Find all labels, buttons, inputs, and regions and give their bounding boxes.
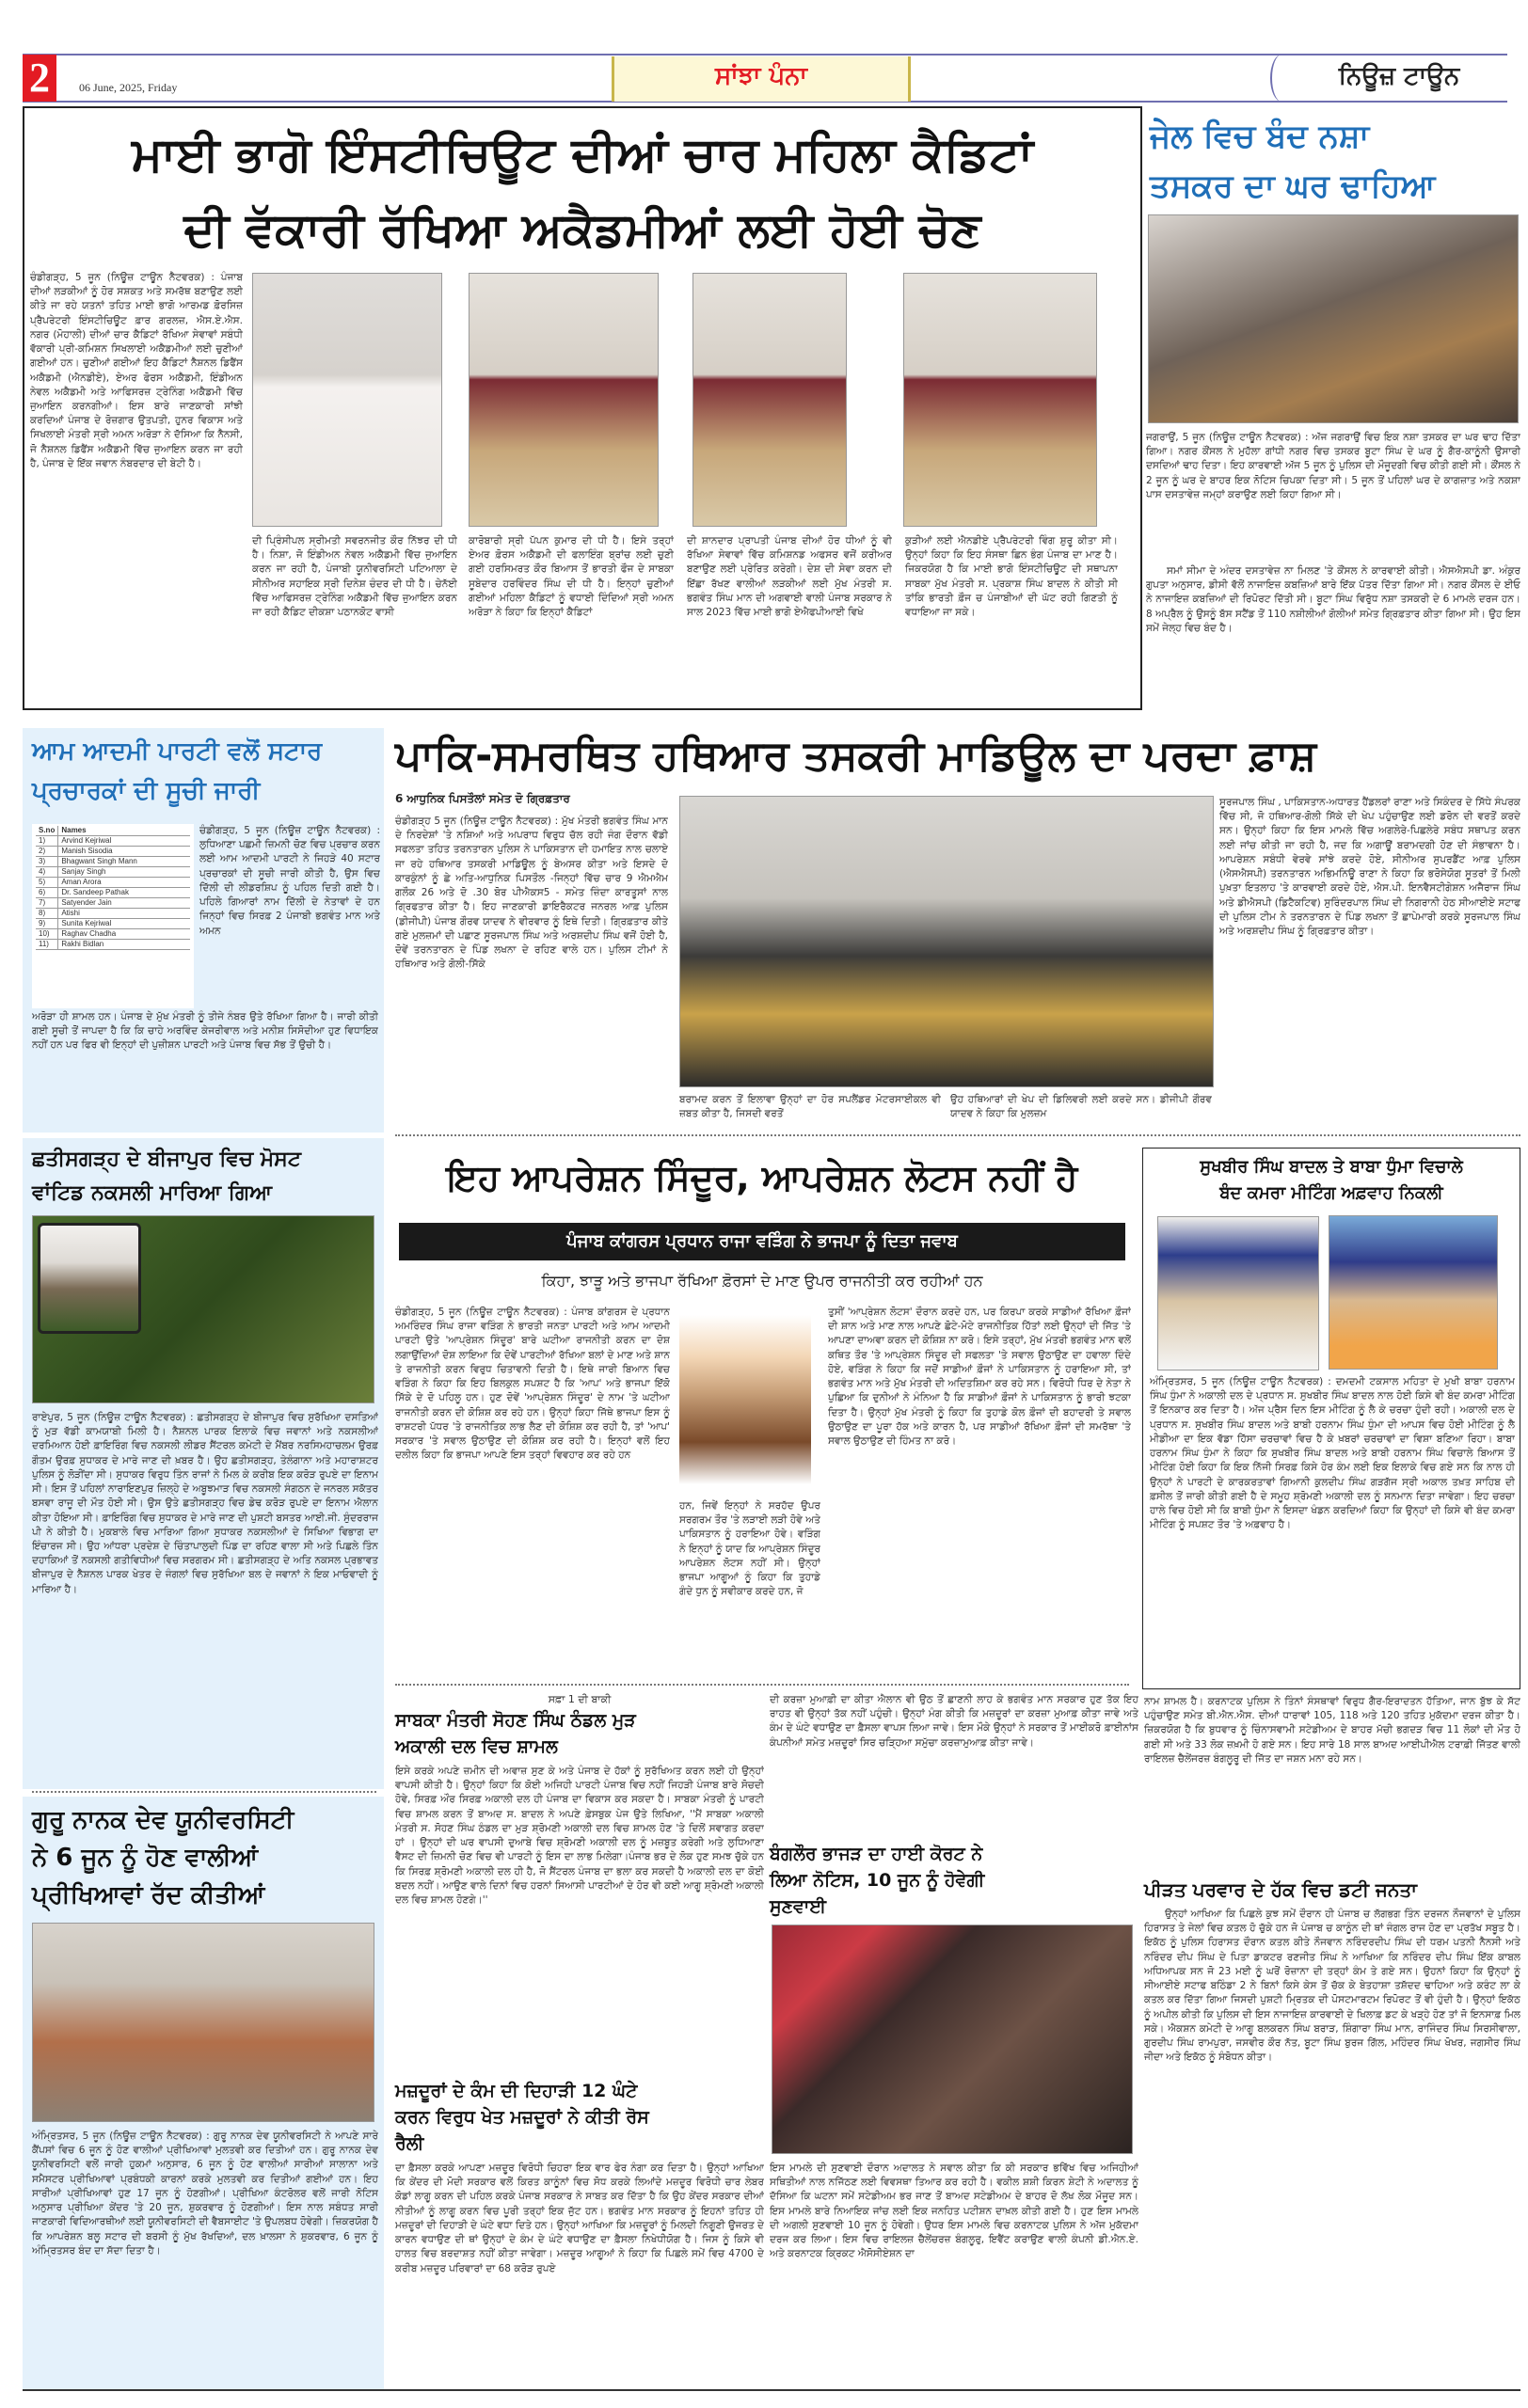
name-cell: Sunita Kejriwal xyxy=(58,919,190,929)
lead-col5: ਕੁੜੀਆਂ ਲਈ ਐਨਡੀਏ ਪ੍ਰੈਪਰੇਟਰੀ ਵਿੰਗ ਸ਼ੁਰੂ ਕੀਤਾ ਸੀ। ਉਨ੍ਹਾਂ ਕਿਹਾ ਕਿ ਇਹ ਸੰਸਥਾ ਛਿਨ ਭੰਗ ਪੰਜਾਬ ਦਾ ਮਾਣ ਹੈ। ਜਿਕਰਯੋਗ ਹੈ ਕਿ ਮਾਈ ਭਾਗੋ ਇੰਸਟੀਚਿਊਟ ਦੀ ਸਥਾਪਨਾ ਸਾਬਕਾ ਮੁੱਖ ਮੰਤਰੀ ਸ. ਪ੍ਰਕਾਸ਼ ਸਿੰਘ ਬਾਦਲ ਨੇ ਕੀਤੀ ਸੀ ਤਾਂਕਿ ਭਾਰਤੀ ਫ਼ੌਜ ਚ ਪੰਜਾਬੀਆਂ ਦੀ ਘੱਟ ਰਹੀ ਗਿਣਤੀ ਨੂੰ ਵਧਾਇਆ ਜਾ ਸਕੇ। xyxy=(905,535,1118,619)
stampede-crowd-photo xyxy=(772,1925,1133,2154)
naxal-inset-photo xyxy=(38,1223,141,1334)
sindoor-body-mid: ਹਨ, ਜਿਵੇਂ ਇਨ੍ਹਾਂ ਨੇ ਸਰਹੱਦ ਉਪਰ ਸਰਗਰਮ ਤੌਰ 'ਤੇ ਲੜਾਈ ਲੜੀ ਹੋਵੇ ਅਤੇ ਪਾਕਿਸਤਾਨ ਨੂੰ ਹਰਾਇਆ ਹੋਵੇ। ਵੜਿੰਗ ਨੇ ਇਨ੍ਹਾਂ ਨੂੰ ਯਾਦ ਕਿ ਆਪ੍ਰੇਸ਼ਨ ਸਿੰਦੂਰ ਆਪਰੇਸ਼ਨ ਲੋਟਸ ਨਹੀਂ ਸੀ। ਉਨ੍ਹਾਂ ਭਾਜਪਾ ਆਗੂਆਂ ਨੂੰ ਕਿਹਾ ਕਿ ਤੁਹਾਡੇ ਗੰਦੇ ਧੁਨ ਨੂੰ ਸਵੀਕਾਰ ਕਰਦੇ ਹਨ, ਜੋ xyxy=(679,1500,820,1598)
lead-headline-line1: ਮਾਈ ਭਾਗੋ ਇੰਸਟੀਚਿਊਟ ਦੀਆਂ ਚਾਰ ਮਹਿਲਾ ਕੈਡਿਟਾਂ xyxy=(131,127,1034,182)
name-cell: Manish Sisodia xyxy=(58,847,190,857)
continued-from-page-1: ਸਫ਼ਾ 1 ਦੀ ਬਾਕੀ xyxy=(548,1693,612,1705)
labour-body: ਦਾ ਫ਼ੈਸਲਾ ਕਰਕੇ ਆਪਣਾ ਮਜ਼ਦੂਰ ਵਿਰੋਧੀ ਚਿਹਰਾ ਇਕ ਵਾਰ ਫੇਰ ਨੰਗਾ ਕਰ ਦਿਤਾ ਹੈ। ਉਨ੍ਹਾਂ ਆਖਿਆ ਕਿ ਕੇਂਦਰ ਦੀ ਮੋਦੀ ਸਰਕਾਰ ਵਲੋਂ ਕਿਰਤ ਕਾਨੂੰਨਾਂ ਵਿਚ ਸੋਧ ਕਰਕੇ ਲਿਆਂਦੇ ਮਜ਼ਦੂਰ ਵਿਰੋਧੀ ਚਾਰ ਲੇਬਰ ਕੋਡਾਂ ਲਾਗੂ ਕਰਨ ਦੀ ਪਹਿਲ ਕਰਕੇ ਪੰਜਾਬ ਸਰਕਾਰ ਨੇ ਸਾਬਤ ਕਰ ਦਿੱਤਾ ਹੈ ਕਿ ਉਹ ਕੇਂਦਰ ਸਰਕਾਰ ਦੀਆਂ ਨੀਤੀਆਂ ਨੂੰ ਲਾਗੂ ਕਰਨ ਵਿਚ ਪੂਰੀ ਤਰ੍ਹਾਂ ਇਕ ਜੁੱਟ ਹਨ। ਭਗਵੰਤ ਮਾਨ ਸਰਕਾਰ ਨੂੰ ਇਹਨਾਂ ਤਹਿਤ ਹੀ ਮਜ਼ਦੂਰਾਂ ਦੀ ਦਿਹਾੜੀ ਦੇ ਘੰਟੇ ਵਧਾ ਦਿਤੇ ਹਨ। ਉਨ੍ਹਾਂ ਆਖਿਆ ਕਿ ਮਜ਼ਦੂਰਾਂ ਨੂੰ ਮਿਲਦੀ ਨਿਗੂਣੀ ਉਜਰਤ ਦੇ ਕਾਰਨ ਵਧਾਉਣ ਦੀ ਥਾਂ ਉਨ੍ਹਾਂ ਦੇ ਕੰਮ ਦੇ ਘੰਟੇ ਵਧਾਉਣ ਦਾ ਫ਼ੈਸਲਾ ਨਿਖੇਧੀਯੋਗ ਹੈ। ਜਿਸ ਨੂੰ ਕਿਸੇ ਵੀ ਹਾਲਤ ਵਿਚ ਬਰਦਾਸ਼ਤ ਨਹੀਂ ਕੀਤਾ ਜਾਵੇਗਾ। ਮਜ਼ਦੂਰ ਆਗੂਆਂ ਨੇ ਕਿਹਾ ਕਿ ਪਿਛਲੇ ਸਮੇਂ ਵਿਚ 4700 ਦੇ ਕਰੀਬ ਮਜ਼ਦੂਰ ਪਰਿਵਾਰਾਂ ਦਾ 68 ਕਰੋੜ ਰੁਪਏ xyxy=(395,2162,764,2274)
thandal-headline-line2: ਅਕਾਲੀ ਦਲ ਵਿਚ ਸ਼ਾਮਲ xyxy=(395,1736,558,1757)
cadet-photo-3 xyxy=(692,273,847,527)
cadet-photo-4 xyxy=(903,273,1097,527)
gndu-body: ਅੰਮ੍ਰਿਤਸਰ, 5 ਜੂਨ (ਨਿਊਜ਼ ਟਾਊਨ ਨੈਟਵਰਕ) : ਗੁਰੂ ਨਾਨਕ ਦੇਵ ਯੂਨੀਵਰਸਿਟੀ ਨੇ ਆਪਣੇ ਸਾਰੇ ਕੈਂਪਸਾਂ ਵਿਚ 6 ਜੂਨ ਨੂੰ ਹੋਣ ਵਾਲੀਆਂ ਪ੍ਰੀਖਿਆਵਾਂ ਮੁਲਤਵੀ ਕਰ ਦਿਤੀਆਂ ਹਨ। ਗੁਰੂ ਨਾਨਕ ਦੇਵ ਯੂਨੀਵਰਸਿਟੀ ਵਲੋਂ ਜਾਰੀ ਹੁਕਮਾਂ ਅਨੁਸਾਰ, 6 ਜੂਨ ਨੂੰ ਹੋਣ ਵਾਲੀਆਂ ਸਾਰੀਆਂ ਸਾਲਾਨਾ ਅਤੇ ਸਮੈਸਟਰ ਪ੍ਰੀਖਿਆਵਾਂ ਪ੍ਰਬੰਧਕੀ ਕਾਰਨਾਂ ਕਰਕੇ ਮੁਲਤਵੀ ਕਰ ਦਿਤੀਆਂ ਗਈਆਂ ਹਨ। ਇਹ ਸਾਰੀਆਂ ਪ੍ਰੀਖਿਆਵਾਂ ਹੁਣ 17 ਜੂਨ ਨੂੰ ਹੋਣਗੀਆਂ। ਪ੍ਰੀਖਿਆ ਕੰਟਰੋਲਰ ਵਲੋਂ ਜਾਰੀ ਨੋਟਿਸ ਅਨੁਸਾਰ ਪ੍ਰੀਖਿਆ ਕੇਂਦਰ 'ਤੇ 20 ਜੂਨ, ਸ਼ੁਕਰਵਾਰ ਨੂੰ ਹੋਣਗੀਆਂ। ਇਸ ਨਾਲ ਸਬੰਧਤ ਸਾਰੀ ਜਾਣਕਾਰੀ ਵਿਦਿਆਰਥੀਆਂ ਲਈ ਯੂਨੀਵਰਸਿਟੀ ਦੀ ਵੈਬਸਾਈਟ 'ਤੇ ਉਪਲਬਧ ਹੋਵੇਗੀ। ਜ਼ਿਕਰਯੋਗ ਹੈ ਕਿ ਆਪਰੇਸ਼ਨ ਬਲੂ ਸਟਾਰ ਦੀ ਬਰਸੀ ਨੂੰ ਮੁੱਖ ਰੱਖਦਿਆਂ, ਦਲ ਖ਼ਾਲਸਾ ਨੇ ਸ਼ੁਕਰਵਾਰ, 6 ਜੂਨ ਨੂੰ ਅੰਮ੍ਰਿਤਸਰ ਬੰਦ ਦਾ ਸੱਦਾ ਦਿਤਾ ਹੈ। xyxy=(32,2131,378,2257)
demolition-photo xyxy=(1148,214,1519,423)
name-cell: Dr. Sandeep Pathak xyxy=(58,888,190,898)
jail-body-p1: ਜਗਰਾਉਂ, 5 ਜੂਨ (ਨਿਊਜ਼ ਟਾਊਨ ਨੈਟਵਰਕ) : ਅੱਜ ਜਗਰਾਉਂ ਵਿਚ ਇਕ ਨਸ਼ਾ ਤਸਕਰ ਦਾ ਘਰ ਢਾਹ ਦਿੱਤਾ ਗਿਆ। ਨਗਰ ਕੌਂਸਲ ਨੇ ਮੁਹੱਲਾ ਗਾਂਧੀ ਨਗਰ ਵਿਚ ਤਸਕਰ ਬੂਟਾ ਸਿੰਘ ਦੇ ਘਰ ਨੂੰ ਗੈਰ-ਕਾਨੂੰਨੀ ਉਸਾਰੀ ਦਸਦਿਆਂ ਢਾਹ ਦਿਤਾ। ਇਹ ਕਾਰਵਾਈ ਅੱਜ 5 ਜੂਨ ਨੂੰ ਪੁਲਿਸ ਦੀ ਮੌਜੂਦਗੀ ਵਿਚ ਕੀਤੀ ਗਈ ਸੀ। ਕੌਂਸਲ ਨੇ 2 ਜੂਨ ਨੂੰ ਘਰ ਦੇ ਬਾਹਰ ਇਕ ਨੋਟਿਸ ਚਿਪਕਾ ਦਿਤਾ ਸੀ। 5 ਜੂਨ ਤੋਂ ਪਹਿਲਾਂ ਘਰ ਦੇ ਕਾਗਜ਼ਾਤ ਅਤੇ ਨਕਸ਼ਾ ਪਾਸ ਦਸਤਾਵੇਜ਼ ਜਮ੍ਹਾਂ ਕਰਾਉਣ ਲਈ ਕਿਹਾ ਗਿਆ ਸੀ। xyxy=(1146,432,1520,500)
bengaluru-headline-line3: ਸੁਣਵਾਈ xyxy=(770,1896,826,1917)
brand-arc xyxy=(1270,55,1293,102)
aap-body-full: ਅਰੋੜਾ ਹੀ ਸ਼ਾਮਲ ਹਨ। ਪੰਜਾਬ ਦੇ ਮੁੱਖ ਮੰਤਰੀ ਨੂੰ ਤੀਜੇ ਨੰਬਰ ਉਤੇ ਰੱਖਿਆ ਗਿਆ ਹੈ। ਜਾਰੀ ਕੀਤੀ ਗਈ ਸੂਚੀ ਤੋਂ ਜਾਪਦਾ ਹੈ ਕਿ ਕਿ ਚਾਹੇ ਅਰਵਿੰਦ ਕੇਜਰੀਵਾਲ ਅਤੇ ਮਨੀਸ਼ ਸਿਸੋਦੀਆ ਹੁਣ ਵਿਧਾਇਕ ਨਹੀਂ ਹਨ ਪਰ ਫਿਰ ਵੀ ਇਨ੍ਹਾਂ ਦੀ ਪੁਜ਼ੀਸ਼ਨ ਪਾਰਟੀ ਅਤੇ ਪੰਜਾਬ ਵਿਚ ਸੱਭ ਤੋਂ ਉਚੀ ਹੈ। xyxy=(32,1011,378,1052)
naxal-headline-line1: ਛਤੀਸਗੜ੍ਹ ਦੇ ਬੀਜਾਪੁਰ ਵਿਚ ਮੋਸਟ xyxy=(32,1148,301,1171)
table-row xyxy=(36,898,190,909)
arms-body-right: ਸੂਰਜਪਾਲ ਸਿੰਘ , ਪਾਕਿਸਤਾਨ-ਅਧਾਰਤ ਹੈਂਡਲਰਾਂ ਰਾਣਾ ਅਤੇ ਸਿਕੰਦਰ ਦੇ ਸਿੱਧੇ ਸੰਪਰਕ ਵਿੱਚ ਸੀ, ਜੋ ਹਥਿਆਰ-ਗੋਲੀ ਸਿੱਕੇ ਦੀ ਖੇਪ ਪਹੁੰਚਾਉਣ ਲਈ ਡਰੋਨ ਦੀ ਵਰਤੋਂ ਕਰਦੇ ਸਨ। ਉਨ੍ਹਾਂ ਕਿਹਾ ਕਿ ਇਸ ਮਾਮਲੇ ਵਿੱਚ ਅਗਲੇਰੇ-ਪਿਛਲੇਰੇ ਸਬੰਧ ਸਥਾਪਤ ਕਰਨ ਲਈ ਜਾਂਚ ਕੀਤੀ ਜਾ ਰਹੀ ਹੈ, ਜਦ ਕਿ ਅਗਾਊਂ ਬਰਾਮਦਗੀ ਹੋਣ ਦੀ ਸੰਭਾਵਨਾ ਹੈ। ਆਪਰੇਸ਼ਨ ਸਬੰਧੀ ਵੇਰਵੇ ਸਾਂਝੇ ਕਰਦੇ ਹੋਏ, ਸੀਨੀਅਰ ਸੁਪਰਡੈਂਟ ਆਫ਼ ਪੁਲਿਸ (ਐਸਐਸਪੀ) ਤਰਨਤਾਰਨ ਅਭਿਮਨਿਊ ਰਾਣਾ ਨੇ ਕਿਹਾ ਕਿ ਭਰੋਸੇਯੋਗ ਸੂਤਰਾਂ ਤੋਂ ਮਿਲੀ ਪੁਖ਼ਤਾ ਇਤਲਾਹ 'ਤੇ ਕਾਰਵਾਈ ਕਰਦੇ ਹੋਏ, ਐਸ.ਪੀ. ਇਨਵੈਸਟੀਗੇਸ਼ਨ ਅਜੈਰਾਜ ਸਿੰਘ ਅਤੇ ਡੀਐਸਪੀ (ਡਿਟੈਕਟਿਵ) ਸੁਰਿੰਦਰਪਾਲ ਸਿੰਘ ਦੀ ਨਿਗਰਾਨੀ ਹੇਠ ਸੀਆਈਏ ਸਟਾਫ ਦੀ ਪੁਲਿਸ ਟੀਮ ਨੇ ਤਰਨਤਾਰਨ ਦੇ ਪਿੰਡ ਲਖਨਾ ਤੋਂ ਛਾਪੇਮਾਰੀ ਕਰਕੇ ਸੂਰਜਪਾਲ ਸਿੰਘ ਅਤੇ ਅਰਸ਼ਦੀਪ ਸਿੰਘ ਨੂੰ ਗ੍ਰਿਫ਼ਤਾਰ ਕੀਤਾ। xyxy=(1219,797,1520,937)
victim-body: ਉਨ੍ਹਾਂ ਆਖਿਆ ਕਿ ਪਿਛਲੇ ਕੁਝ ਸਮੇਂ ਦੌਰਾਨ ਹੀ ਪੰਜਾਬ ਚ ਲੱਗਭਗ ਤਿੰਨ ਦਰਜਨ ਨੌਜਵਾਨਾਂ ਦੇ ਪੁਲਿਸ ਹਿਰਾਸਤ ਤੇ ਜੇਲਾਂ ਵਿਚ ਕਤਲ ਹੋ ਚੁੱਕੇ ਹਨ ਜੋ ਪੰਜਾਬ ਚ ਕਾਨੂੰਨ ਦੀ ਥਾਂ ਜੰਗਲ ਰਾਜ ਹੋਣ ਦਾ ਪ੍ਰਤੱਖ ਸਬੂਤ ਹੈ। ਇਕੱਠ ਨੂੰ ਪੁਲਿਸ ਹਿਰਾਸਤ ਦੌਰਾਨ ਕਤਲ ਕੀਤੇ ਨੌਜਵਾਨ ਨਰਿੰਦਰਦੀਪ ਸਿੰਘ ਦੀ ਧਰਮ ਪਤਨੀ ਨੈਨਸੀ ਅਤੇ ਨਰਿੰਦਰ ਦੀਪ ਸਿੰਘ ਦੇ ਪਿਤਾ ਡਾਕਟਰ ਰਣਜੀਤ ਸਿੰਘ ਨੇ ਆਖਿਆ ਕਿ ਨਰਿੰਦਰ ਦੀਪ ਸਿੰਘ ਇੱਕ ਕਾਬਲ ਅਧਿਆਪਕ ਸਨ ਜੋ 23 ਮਈ ਨੂੰ ਘਰੋਂ ਰੋਜ਼ਾਨਾ ਦੀ ਤਰ੍ਹਾਂ ਕੰਮ ਤੇ ਗਏ ਸਨ। ਉਹਨਾਂ ਕਿਹਾ ਕਿ ਉਨ੍ਹਾਂ ਨੂੰ ਸੀਆਈਏ ਸਟਾਫ ਬਠਿੰਡਾ 2 ਨੇ ਬਿਨਾਂ ਕਿਸੇ ਕੇਸ ਤੋਂ ਚੱਕ ਕੇ ਬੇਤਹਾਸ਼ਾ ਤਸ਼ੱਦਦ ਢਾਹਿਆ ਅਤੇ ਕਰੰਟ ਲਾ ਕੇ ਕਤਲ ਕਰ ਦਿੱਤਾ ਗਿਆ ਜਿਸਦੀ ਪੁਸ਼ਟੀ ਮ੍ਰਿਤਕ ਦੀ ਪੋਸਟਮਾਰਟਮ ਰਿਪੋਰਟ ਤੋਂ ਵੀ ਹੁੰਦੀ ਹੈ। ਉਨ੍ਹਾਂ ਇਕੱਠ ਨੂੰ ਅਪੀਲ ਕੀਤੀ ਕਿ ਪੁਲਿਸ ਦੀ ਇਸ ਨਾਜਾਇਜ਼ ਕਾਰਵਾਈ ਦੇ ਖਿਲਾਫ਼ ਡਟ ਕੇ ਖੜ੍ਹੇ ਹੋਣ ਤਾਂ ਜੋ ਇਨਸਾਫ਼ ਮਿਲ ਸਕੇ। ਐਕਸ਼ਨ ਕਮੇਟੀ ਦੇ ਆਗੂ ਬਲਕਰਨ ਸਿੰਘ ਬਰਾੜ, ਸ਼ਿੰਗਾਰਾ ਸਿੰਘ ਮਾਨ, ਰਾਜਿੰਦਰ ਸਿੰਘ ਸਿਰਸੀਵਾਲਾ, ਗੁਰਦੀਪ ਸਿੰਘ ਰਾਮਪੁਰਾ, ਜਸਵੀਰ ਕੌਰ ਨੱਤ, ਬੂਟਾ ਸਿੰਘ ਬੁਰਜ ਗਿੱਲ, ਮਹਿੰਦਰ ਸਿੰਘ ਖੋਖਰ, ਜਗਸੀਰ ਸਿੰਘ ਜੀਦਾ ਅਤੇ ਇਕੱਠ ਨੂੰ ਸੰਬੋਧਨ ਕੀਤਾ। xyxy=(1144,1909,1520,2064)
section-title: ਸਾਂਝਾ ਪੰਨਾ xyxy=(715,62,807,90)
table-row xyxy=(36,836,190,847)
thandal-body: ਇਸੇ ਕਰਕੇ ਅਪਣੇ ਜ਼ਮੀਨ ਦੀ ਅਵਾਜ਼ ਸੁਣ ਕੇ ਅਤੇ ਪੰਜਾਬ ਦੇ ਹੱਕਾਂ ਨੂੰ ਸੁਰੱਖਿਅਤ ਕਰਨ ਲਈ ਹੀ ਉਨ੍ਹਾਂ ਵਾਪਸੀ ਕੀਤੀ ਹੈ। ਉਨ੍ਹਾਂ ਕਿਹਾ ਕਿ ਕੋਈ ਅਜਿਹੀ ਪਾਰਟੀ ਪੰਜਾਬ ਵਿਚ ਨਹੀਂ ਜਿਹੜੀ ਪੰਜਾਬ ਬਾਰੇ ਸੋਚਦੀ ਹੋਵੇ, ਸਿਰਫ਼ ਔਰ ਸਿਰਫ਼ ਅਕਾਲੀ ਦਲ ਹੀ ਪੰਜਾਬ ਦਾ ਵਿਕਾਸ ਕਰ ਸਕਦਾ ਹੈ। ਸਾਬਕਾ ਮੰਤਰੀ ਨੂੰ ਪਾਰਟੀ ਵਿਚ ਸ਼ਾਮਲ ਕਰਨ ਤੋਂ ਬਾਅਦ ਸ. ਬਾਦਲ ਨੇ ਅਪਣੇ ਫ਼ੇਸਬੁਕ ਪੇਜ ਉਤੇ ਲਿਖਿਆ, ''ਮੈਂ ਸਾਬਕਾ ਅਕਾਲੀ ਮੰਤਰੀ ਸ. ਸੋਹਣ ਸਿੰਘ ਠੰਡਲ ਦਾ ਮੁੜ ਸ਼੍ਰੋਮਣੀ ਅਕਾਲੀ ਦਲ ਵਿਚ ਸ਼ਾਮਲ ਹੋਣ 'ਤੇ ਦਿਲੋਂ ਸਵਾਗਤ ਕਰਦਾ ਹਾਂ । ਉਨ੍ਹਾਂ ਦੀ ਘਰ ਵਾਪਸੀ ਦੁਆਬੇ ਵਿਚ ਸ਼੍ਰੋਮਣੀ ਅਕਾਲੀ ਦਲ ਨੂੰ ਮਜ਼ਬੂਤ ਕਰੇਗੀ ਅਤੇ ਲੁਧਿਆਣਾ ਵੈਸਟ ਦੀ ਜ਼ਿਮਨੀ ਚੋਣ ਵਿਚ ਵੀ ਪਾਰਟੀ ਨੂੰ ਇਸ ਦਾ ਲਾਭ ਮਿਲੇਗਾ।ਪੰਜਾਬ ਭਰ ਦੇ ਲੋਕ ਹੁਣ ਸਮਝ ਚੁੱਕੇ ਹਨ ਕਿ ਸਿਰਫ਼ ਸ਼੍ਰੋਮਣੀ ਅਕਾਲੀ ਦਲ ਹੀ ਹੈ, ਜੋ ਸੈਂਟਰਲ ਪੰਜਾਬ ਦਾ ਭਲਾ ਕਰ ਸਕਦੀ ਹੈ ਅਕਾਲੀ ਦਲ ਦਾ ਕੋਈ ਬਦਲ ਨਹੀਂ। ਆਉਣ ਵਾਲੇ ਦਿਨਾਂ ਵਿਚ ਹਰਨਾਂ ਸਿਆਸੀ ਪਾਰਟੀਆਂ ਦੇ ਹੋਰ ਵੀ ਕਈ ਆਗੂ ਸ਼੍ਰੋਮਣੀ ਅਕਾਲੀ ਦਲ ਵਿਚ ਸ਼ਾਮਲ ਹੋਣਗੇ।'' xyxy=(395,1766,764,1906)
serial-number-cell: 3) xyxy=(36,857,58,867)
arms-headline: ਪਾਕਿ-ਸਮਰਥਿਤ ਹਥਿਆਰ ਤਸਕਰੀ ਮਾਡਿਊਲ ਦਾ ਪਰਦਾ ਫ਼ਾਸ਼ xyxy=(395,732,1316,780)
serial-number-cell: 5) xyxy=(36,878,58,888)
gndu-headline-line3: ਪ੍ਰੀਖਿਆਵਾਂ ਰੱਦ ਕੀਤੀਆਂ xyxy=(32,1881,265,1909)
jail-headline-line2: ਤਸਕਰ ਦਾ ਘਰ ਢਾਹਿਆ xyxy=(1150,167,1436,205)
lead-col3: ਕਾਰੋਬਾਰੀ ਸ੍ਰੀ ਪੱਪਨ ਕੁਮਾਰ ਦੀ ਧੀ ਹੈ। ਇਸੇ ਤਰ੍ਹਾਂ ਏਅਰ ਫ਼ੋਰਸ ਅਕੈਡਮੀ ਦੀ ਫਲਾਇੰਗ ਬ੍ਰਾਂਚ ਲਈ ਚੁਣੀ ਗਈ ਹਰਸਿਮਰਤ ਕੌਰ ਬਿਆਸ ਤੋਂ ਭਾਰਤੀ ਫੌਜ ਦੇ ਸਾਬਕਾ ਸੂਬੇਦਾਰ ਹਰਵਿੰਦਰ ਸਿੰਘ ਦੀ ਧੀ ਹੈ। ਇਨ੍ਹਾਂ ਚੁਣੀਆਂ ਗਈਆਂ ਮਹਿਲਾ ਕੈਡਿਟਾਂ ਨੂੰ ਵਧਾਈ ਦਿੰਦਿਆਂ ਸ੍ਰੀ ਅਮਨ ਅਰੋੜਾ ਨੇ ਕਿਹਾ ਕਿ ਇਨ੍ਹਾਂ ਕੈਡਿਟਾਂ xyxy=(469,535,674,619)
serial-number-cell: 1) xyxy=(36,836,58,847)
thandal-headline-line1: ਸਾਬਕਾ ਮੰਤਰੀ ਸੋਹਣ ਸਿੰਘ ਠੰਡਲ ਮੁੜ xyxy=(395,1710,636,1731)
sindoor-headline: ਇਹ ਆਪਰੇਸ਼ਨ ਸਿੰਦੂਰ, ਆਪਰੇਸ਼ਨ ਲੋਟਸ ਨਹੀਂ ਹੈ xyxy=(446,1157,1078,1198)
aap-body-side: ਚੰਡੀਗੜ੍ਹ, 5 ਜੂਨ (ਨਿਊਜ਼ ਟਾਊਨ ਨੈਟਵਰਕ) : ਲੁਧਿਆਣਾ ਪਛਮੀ ਜ਼ਿਮਨੀ ਚੋਣ ਵਿਚ ਪ੍ਰਚਾਰ ਕਰਨ ਲਈ ਆਮ ਆਦਮੀ ਪਾਰਟੀ ਨੇ ਜਿਹੜੇ 40 ਸਟਾਰ ਪ੍ਰਚਾਰਕਾਂ ਦੀ ਸੂਚੀ ਜਾਰੀ ਕੀਤੀ ਹੈ, ਉਸ ਵਿਚ ਦਿੱਲੀ ਦੀ ਲੀਡਰਸ਼ਿਪ ਨੂੰ ਪਹਿਲ ਦਿਤੀ ਗਈ ਹੈ। ਪਹਿਲੇ ਗਿਆਰਾਂ ਨਾਮ ਦਿੱਲੀ ਦੇ ਨੇਤਾਵਾਂ ਦੇ ਹਨ ਜਿਨ੍ਹਾਂ ਵਿਚ ਸਿਰਫ਼ 2 ਪੰਜਾਬੀ ਭਗਵੰਤ ਮਾਨ ਅਤੇ ਅਮਨ xyxy=(199,825,380,937)
badal-body-continued: ਨਾਮ ਸ਼ਾਮਲ ਹੈ। ਕਰਨਾਟਕ ਪੁਲਿਸ ਨੇ ਤਿੰਨਾਂ ਸੰਸਥਾਵਾਂ ਵਿਰੁਧ ਗੈਰ-ਇਰਾਦਤਨ ਹੱਤਿਆ, ਜਾਨ ਬੁੱਝ ਕੇ ਸੱਟ ਪਹੁੰਚਾਉਣ ਸਮੇਤ ਬੀ.ਐਨ.ਐਸ. ਦੀਆਂ ਧਾਰਾਵਾਂ 105, 118 ਅਤੇ 120 ਤਹਿਤ ਮੁਕੱਦਮਾ ਦਰਜ ਕੀਤਾ ਹੈ। ਜ਼ਿਕਰਯੋਗ ਹੈ ਕਿ ਬੁਧਵਾਰ ਨੂੰ ਚਿੰਨਾਸਵਾਮੀ ਸਟੇਡੀਅਮ ਦੇ ਬਾਹਰ ਮੱਚੀ ਭਗਦੜ ਵਿਚ 11 ਲੋਕਾਂ ਦੀ ਮੌਤ ਹੋ ਗਈ ਸੀ ਅਤੇ 33 ਲੋਕ ਜ਼ਖ਼ਮੀ ਹੋ ਗਏ ਸਨ। ਇਹ ਸਾਰੇ 18 ਸਾਲ ਬਾਅਦ ਆਈਪੀਐਲ ਟਰਾਫ਼ੀ ਜਿੱਤਣ ਵਾਲੀ ਰਾਇਲਜ਼ ਚੈਲੇਂਜਰਜ਼ ਬੰਗਲੂਰੂ ਦੀ ਜਿੱਤ ਦਾ ਜਸ਼ਨ ਮਨਾ ਰਹੇ ਸਨ। xyxy=(1144,1696,1520,1765)
star-campaigners-table xyxy=(36,826,190,950)
sukhbir-badal-photo xyxy=(1329,1215,1498,1370)
name-cell: Atishi xyxy=(58,909,190,919)
victim-headline: ਪੀੜਤ ਪਰਵਾਰ ਦੇ ਹੱਕ ਵਿਚ ਡਟੀ ਜਨਤਾ xyxy=(1144,1878,1418,1901)
naxal-headline-line2: ਵਾਂਟਿਡ ਨਕਸਲੀ ਮਾਰਿਆ ਗਿਆ xyxy=(32,1181,273,1205)
serial-number-cell: 7) xyxy=(36,898,58,909)
table-row xyxy=(36,847,190,857)
name-cell: Bhagwant Singh Mann xyxy=(58,857,190,867)
page-number: 2 xyxy=(23,55,56,102)
arms-dotted-rule xyxy=(395,1134,1520,1136)
baba-dhumma-photo xyxy=(1157,1216,1319,1370)
brand-logo: ਨਿਊਜ਼ ਟਾਊਨ xyxy=(1338,62,1460,90)
table-row xyxy=(36,940,190,950)
labour-headline-line2: ਕਰਨ ਵਿਰੁਧ ਖੇਤ ਮਜ਼ਦੂਰਾਂ ਨੇ ਕੀਤੀ ਰੋਸ xyxy=(395,2107,649,2128)
serial-number-cell: 2) xyxy=(36,847,58,857)
bengaluru-intro: ਦੀ ਕਰਜ਼ਾ ਮੁਆਫ਼ੀ ਦਾ ਕੀਤਾ ਐਲਾਨ ਵੀ ਉਠ ਤੋਂ ਛਾਣਨੀ ਲਾਹ ਕੇ ਭਗਵੰਤ ਮਾਨ ਸਰਕਾਰ ਹੁਣ ਤੱਕ ਇਹ ਰਾਹਤ ਵੀ ਉਨ੍ਹਾਂ ਤੱਕ ਨਹੀਂ ਪਹੁੰਚੀ। ਉਨ੍ਹਾਂ ਮੰਗ ਕੀਤੀ ਕਿ ਮਜ਼ਦੂਰਾਂ ਦਾ ਕਰਜ਼ਾ ਮੁਆਫ਼ ਕੀਤਾ ਜਾਵੇ ਅਤੇ ਕੰਮ ਦੇ ਘੰਟੇ ਵਧਾਉਣ ਦਾ ਫ਼ੈਸਲਾ ਵਾਪਸ ਲਿਆ ਜਾਵੇ। ਇਸ ਮੌਕੇ ਉਨ੍ਹਾਂ ਨੇ ਸਰਕਾਰ ਤੋਂ ਮਾਈਕਰੋ ਫ਼ਾਈਨਾਂਸ ਕੰਪਨੀਆਂ ਸਮੇਤ ਮਜ਼ਦੂਰਾਂ ਸਿਰ ਚੜ੍ਹਿਆ ਸਮੁੱਚਾ ਕਰਜ਼ਾਮੁਆਫ਼ ਕੀਤਾ ਜਾਵੇ। xyxy=(770,1694,1138,1749)
serial-number-cell: 9) xyxy=(36,919,58,929)
table-row xyxy=(36,929,190,940)
bengaluru-headline-line1: ਬੰਗਲੌਰ ਭਾਜੜ ਦਾ ਹਾਈ ਕੋਰਟ ਨੇ xyxy=(770,1844,983,1864)
name-cell: Satyender Jain xyxy=(58,898,190,909)
aap-headline-line1: ਆਮ ਆਦਮੀ ਪਾਰਟੀ ਵਲੋਂ ਸਟਾਰ xyxy=(32,737,323,766)
table-row xyxy=(36,867,190,878)
arms-caption-left: ਬਰਾਮਦ ਕਰਨ ਤੋਂ ਇਲਾਵਾ ਉਨ੍ਹਾਂ ਦਾ ਹੋਰ ਸਪਲੈਂਡਰ ਮੋਟਰਸਾਈਕਲ ਵੀ ਜ਼ਬਤ ਕੀਤਾ ਹੈ, ਜਿਸਦੀ ਵਰਤੋਂ xyxy=(679,1094,941,1120)
naxal-dotted-rule xyxy=(32,1791,376,1793)
sindoor-dotted-rule xyxy=(395,1684,1129,1686)
arms-subheadline: 6 ਆਧੁਨਿਕ ਪਿਸਤੌਲਾਂ ਸਮੇਤ ਦੋ ਗ੍ਰਿਫ਼ਤਾਰ xyxy=(395,792,570,805)
lead-col1: ਚੰਡੀਗੜ੍ਹ, 5 ਜੂਨ (ਨਿਊਜ਼ ਟਾਊਨ ਨੈਟਵਰਕ) : ਪੰਜਾਬ ਦੀਆਂ ਲੜਕੀਆਂ ਨੂੰ ਹੋਰ ਸਸ਼ਕਤ ਅਤੇ ਸਮਰੱਥ ਬਣਾਉਣ ਲਈ ਕੀਤੇ ਜਾ ਰਹੇ ਯਤਨਾਂ ਤਹਿਤ ਮਾਈ ਭਾਗੋ ਆਰਮਡ ਫ਼ੋਰਸਿਜ਼ ਪ੍ਰੈਪਰੇਟਰੀ ਇੰਸਟੀਚਿਊਟ ਫ਼ਾਰ ਗਰਲਜ਼, ਐਸ.ਏ.ਐਸ. ਨਗਰ (ਮੋਹਾਲੀ) ਦੀਆਂ ਚਾਰ ਕੈਡਿਟਾਂ ਰੱਖਿਆ ਸੇਵਾਵਾਂ ਸਬੰਧੀ ਵੱਕਾਰੀ ਪ੍ਰੀ-ਕਮਿਸ਼ਨ ਸਿਖਲਾਈ ਅਕੈਡਮੀਆਂ ਲਈ ਚੁਣੀਆਂ ਗਈਆਂ ਹਨ। ਚੁਣੀਆਂ ਗਈਆਂ ਇਹ ਕੈਡਿਟਾਂ ਨੈਸ਼ਨਲ ਡਿਫੈਂਸ ਅਕੈਡਮੀ (ਐਨਡੀਏ), ਏਅਰ ਫੋਰਸ ਅਕੈਡਮੀ, ਇੰਡੀਅਨ ਨੇਵਲ ਅਕੈਡਮੀ ਅਤੇ ਆਫਿਸਰਜ਼ ਟ੍ਰੇਨਿੰਗ ਅਕੈਡਮੀ ਵਿੱਚ ਜੁਆਇਨ ਕਰਨਗੀਆਂ। ਇਸ ਬਾਰੇ ਜਾਣਕਾਰੀ ਸਾਂਝੀ ਕਰਦਿਆਂ ਪੰਜਾਬ ਦੇ ਰੋਜ਼ਗਾਰ ਉਤਪਤੀ, ਹੁਨਰ ਵਿਕਾਸ ਅਤੇ ਸਿਖਲਾਈ ਮੰਤਰੀ ਸ੍ਰੀ ਅਮਨ ਅਰੋੜਾ ਨੇ ਦੱਸਿਆ ਕਿ ਨੈਨਸੀ, ਜੋ ਨੈਸ਼ਨਲ ਡਿਫੈਂਸ ਅਕੈਡਮੀ ਵਿੱਚ ਜੁਆਇਨ ਕਰਨ ਜਾ ਰਹੀ ਹੈ, ਪੰਜਾਬ ਦੇ ਇੱਕ ਜਵਾਨ ਨੰਬਰਦਾਰ ਦੀ ਬੇਟੀ ਹੈ। xyxy=(30,272,243,469)
lead-headline-line2: ਦੀ ਵੱਕਾਰੀ ਰੱਖਿਆ ਅਕੈਡਮੀਆਂ ਲਈ ਹੋਈ ਚੋਣ xyxy=(183,202,981,257)
arms-body-left: ਚੰਡੀਗੜ੍ਹ 5 ਜੂਨ (ਨਿਊਜ਼ ਟਾਊਨ ਨੈਟਵਰਕ) : ਮੁੱਖ ਮੰਤਰੀ ਭਗਵੰਤ ਸਿੰਘ ਮਾਨ ਦੇ ਨਿਰਦੇਸ਼ਾਂ 'ਤੇ ਨਸ਼ਿਆਂ ਅਤੇ ਅਪਰਾਧ ਵਿਰੁਧ ਚੱਲ ਰਹੀ ਜੰਗ ਦੌਰਾਨ ਵੱਡੀ ਸਫਲਤਾ ਤਹਿਤ ਤਰਨਤਾਰਨ ਪੁਲਿਸ ਨੇ ਪਾਕਿਸਤਾਨ ਦੀ ਹਮਾਇਤ ਨਾਲ ਚਲਾਏ ਜਾ ਰਹੇ ਹਥਿਆਰ ਤਸਕਰੀ ਮਾਡਿਊਲ ਨੂੰ ਬੇਅਸਰ ਕੀਤਾ ਅਤੇ ਇਸਦੇ ਦੋ ਕਾਰਕੁੰਨਾਂ ਨੂੰ ਛੇ ਅਤਿ-ਆਧੁਨਿਕ ਪਿਸਤੌਲ -ਜਿਨ੍ਹਾਂ ਵਿੱਚ ਚਾਰ 9 ਐਮਐਮ ਗਲੌਕ 26 ਅਤੇ ਦੋ .30 ਬੋਰ ਪੀਐਕਸ5 - ਸਮੇਤ ਜ਼ਿੰਦਾ ਕਾਰਤੂਸਾਂ ਨਾਲ ਗ੍ਰਿਫਤਾਰ ਕੀਤਾ ਹੈ। ਇਹ ਜਾਣਕਾਰੀ ਡਾਇਰੈਕਟਰ ਜਨਰਲ ਆਫ਼ ਪੁਲਿਸ (ਡੀਜੀਪੀ) ਪੰਜਾਬ ਗੌਰਵ ਯਾਦਵ ਨੇ ਵੀਰਵਾਰ ਨੂੰ ਇਥੇ ਦਿਤੀ। ਗ੍ਰਿਫ਼ਤਾਰ ਕੀਤੇ ਗਏ ਮੁਲਜ਼ਮਾਂ ਦੀ ਪਛਾਣ ਸੂਰਜਪਾਲ ਸਿੰਘ ਅਤੇ ਅਰਸ਼ਦੀਪ ਸਿੰਘ ਵਜੋਂ ਹੋਈ ਹੈ, ਦੋਵੇਂ ਤਰਨਤਾਰਨ ਦੇ ਪਿੰਡ ਲਖਨਾ ਦੇ ਰਹਿਣ ਵਾਲੇ ਹਨ। ਪੁਲਿਸ ਟੀਮਾਂ ਨੇ ਹਥਿਆਰ ਅਤੇ ਗੋਲੀ-ਸਿੱਕੇ xyxy=(395,816,668,971)
star-campaigners-table-wrap xyxy=(32,824,194,1008)
raja-warring-photo xyxy=(679,1315,811,1484)
name-cell: Arvind Kejriwal xyxy=(58,836,190,847)
serial-number-cell: 10) xyxy=(36,929,58,940)
name-cell: Rakhi Bidlan xyxy=(58,940,190,950)
table-header: S.no xyxy=(36,826,58,836)
serial-number-cell: 8) xyxy=(36,909,58,919)
aap-headline-line2: ਪ੍ਰਚਾਰਕਾਂ ਦੀ ਸੂਚੀ ਜਾਰੀ xyxy=(32,777,261,805)
sindoor-subheadline-bar: ਪੰਜਾਬ ਕਾਂਗਰਸ ਪ੍ਰਧਾਨ ਰਾਜਾ ਵੜਿੰਗ ਨੇ ਭਾਜਪਾ ਨੂੰ ਦਿਤਾ ਜਵਾਬ xyxy=(399,1223,1125,1260)
table-row xyxy=(36,888,190,898)
press-conference-photo xyxy=(679,796,1214,1087)
lead-col2: ਦੀ ਪ੍ਰਿੰਸੀਪਲ ਸ੍ਰੀਮਤੀ ਸਵਰਨਜੀਤ ਕੌਰ ਨਿੱਝਰ ਦੀ ਧੀ ਹੈ। ਨਿਸ਼ਾ, ਜੋ ਇੰਡੀਅਨ ਨੇਵਲ ਅਕੈਡਮੀ ਵਿੱਚ ਜੁਆਇਨ ਕਰਨ ਜਾ ਰਹੀ ਹੈ, ਪੰਜਾਬੀ ਯੂਨੀਵਰਸਿਟੀ ਪਟਿਆਲਾ ਦੇ ਸੀਨੀਅਰ ਸਹਾਇਕ ਸ੍ਰੀ ਦਿਨੇਸ਼ ਚੰਦਰ ਦੀ ਧੀ ਹੈ। ਚੇਨੱਈ ਵਿੱਚ ਆਫਿਸਰਜ਼ ਟ੍ਰੇਨਿੰਗ ਅਕੈਡਮੀ ਵਿੱਚ ਜੁਆਇਨ ਕਰਨ ਜਾ ਰਹੀ ਕੈਡਿਟ ਦੀਕਸ਼ਾ ਪਠਾਨਕੋਟ ਵਾਸੀ xyxy=(252,535,457,619)
table-row xyxy=(36,919,190,929)
cadet-photo-2 xyxy=(469,273,659,527)
issue-date: 06 June, 2025, Friday xyxy=(79,81,178,94)
table-header-row xyxy=(36,826,190,836)
sindoor-kicker: ਕਿਹਾ, ਝਾੜੂ ਅਤੇ ਭਾਜਪਾ ਰੱਖਿਆ ਫ਼ੋਰਸਾਂ ਦੇ ਮਾਣ ਉਪਰ ਰਾਜਨੀਤੀ ਕਰ ਰਹੀਆਂ ਹਨ xyxy=(541,1272,983,1290)
page-bottom-rule xyxy=(23,2389,1520,2391)
bengaluru-headline-line2: ਲਿਆ ਨੋਟਿਸ, 10 ਜੂਨ ਨੂੰ ਹੋਵੇਗੀ xyxy=(770,1870,985,1891)
table-row xyxy=(36,878,190,888)
labour-headline-line1: ਮਜ਼ਦੂਰਾਂ ਦੇ ਕੰਮ ਦੀ ਦਿਹਾੜੀ 12 ਘੰਟੇ xyxy=(395,2081,638,2101)
cadet-photo-1 xyxy=(252,273,442,527)
table-body xyxy=(36,836,190,950)
name-cell: Sanjay Singh xyxy=(58,867,190,878)
badal-headline-line2: ਬੰਦ ਕਮਰਾ ਮੀਟਿੰਗ ਅਫ਼ਵਾਹ ਨਿਕਲੀ xyxy=(1219,1183,1443,1203)
university-photo xyxy=(32,1923,374,2122)
table-header: Names xyxy=(58,826,190,836)
serial-number-cell: 11) xyxy=(36,940,58,950)
sindoor-body-left: ਚੰਡੀਗੜ੍ਹ, 5 ਜੂਨ (ਨਿਊਜ਼ ਟਾਊਨ ਨੈਟਵਰਕ) : ਪੰਜਾਬ ਕਾਂਗਰਸ ਦੇ ਪ੍ਰਧਾਨ ਅਮਰਿੰਦਰ ਸਿੰਘ ਰਾਜਾ ਵੜਿੰਗ ਨੇ ਭਾਰਤੀ ਜਨਤਾ ਪਾਰਟੀ ਅਤੇ ਆਮ ਆਦਮੀ ਪਾਰਟੀ ਉਤੇ 'ਆਪ੍ਰੇਸ਼ਨ ਸਿੰਦੂਰ' ਬਾਰੇ ਘਟੀਆ ਰਾਜਨੀਤੀ ਕਰਨ ਦਾ ਦੋਸ਼ ਲਗਾਉਂਦਿਆਂ ਦੋਸ਼ ਲਾਇਆ ਕਿ ਦੋਵੇਂ ਪਾਰਟੀਆਂ ਰੱਖਿਆ ਬਲਾਂ ਦੇ ਮਾਣ ਅਤੇ ਸ਼ਾਨ ਤੇ ਰਾਜਨੀਤੀ ਕਰਨ ਵਿਰੁਧ ਚਿਤਾਵਨੀ ਦਿਤੀ ਹੈ। ਇਥੇ ਜਾਰੀ ਬਿਆਨ ਵਿਚ ਵੜਿੰਗ ਨੇ ਕਿਹਾ ਕਿ ਇਹ ਬਿਲਕੁਲ ਸਪਸ਼ਟ ਹੈ ਕਿ 'ਆਪ' ਅਤੇ ਭਾਜਪਾ ਇੱਕੋ ਸਿੱਕੇ ਦੇ ਦੋ ਪਹਿਲੂ ਹਨ। ਹੁਣ ਦੋਵੇਂ 'ਆਪ੍ਰੇਸ਼ਨ ਸਿੰਦੂਰ' ਦੇ ਨਾਮ 'ਤੇ ਘਟੀਆ ਰਾਜਨੀਤੀ ਕਰਨ ਦੀ ਕੋਸ਼ਿਸ਼ ਕਰ ਰਹੇ ਹਨ। ਉਨ੍ਹਾਂ ਕਿਹਾ ਜਿੱਥੇ ਭਾਜਪਾ ਇਸ ਨੂੰ ਰਾਸ਼ਟਰੀ ਪੱਧਰ 'ਤੇ ਰਾਜਨੀਤਿਕ ਲਾਭ ਲੈਣ ਦੀ ਕੋਸ਼ਿਸ਼ ਕਰ ਰਹੀ ਹੈ, ਤਾਂ 'ਆਪ' ਸਰਕਾਰ 'ਤੇ ਸਵਾਲ ਉਠਾਉਣ ਦੀ ਕੋਸ਼ਿਸ਼ ਕਰ ਰਹੀ ਹੈ। ਇਨ੍ਹਾਂ ਵਲੋਂ ਇਹ ਦਲੀਲ ਕਿਹਾ ਕਿ ਭਾਜਪਾ ਆਪਣੇ ਇਸ ਤਰ੍ਹਾਂ ਵਿਵਹਾਰ ਕਰ ਰਹੇ ਹਨ xyxy=(395,1307,670,1462)
naxal-body: ਰਾਏਪੁਰ, 5 ਜੂਨ (ਨਿਊਜ਼ ਟਾਊਨ ਨੈਟਵਰਕ) : ਛਤੀਸਗੜ੍ਹ ਦੇ ਬੀਜਾਪੁਰ ਵਿਚ ਸੁਰੱਖਿਆ ਦਸਤਿਆਂ ਨੂੰ ਮੁੜ ਵੱਡੀ ਕਾਮਯਾਬੀ ਮਿਲੀ ਹੈ। ਨੈਸ਼ਨਲ ਪਾਰਕ ਇਲਾਕੇ ਵਿਚ ਜਵਾਨਾਂ ਅਤੇ ਨਕਸਲੀਆਂ ਦਰਮਿਆਨ ਹੋਈ ਫ਼ਾਇਰਿੰਗ ਵਿਚ ਨਕਸਲੀ ਲੀਡਰ ਸੈਂਟਰਲ ਕਮੇਟੀ ਦੇ ਮੈਂਬਰ ਨਰਸਿਮਹਾਚਲਮ ਉਰਫ਼ ਗੌਤਮ ਉਰਫ਼ ਸੁਧਾਕਰ ਦੇ ਮਾਰੇ ਜਾਣ ਦੀ ਖ਼ਬਰ ਹੈ। ਉਹ ਛਤੀਸਗੜ੍ਹ, ਤੇਲੰਗਾਨਾ ਅਤੇ ਮਹਾਰਾਸ਼ਟਰ ਪੁਲਿਸ ਨੂੰ ਲੋੜੀਂਦਾ ਸੀ। ਸੁਧਾਕਰ ਵਿਰੁਧ ਤਿੰਨ ਰਾਜਾਂ ਨੇ ਮਿਲ ਕੇ ਕਰੀਬ ਇਕ ਕਰੋੜ ਰੁਪਏ ਦਾ ਇਨਾਮ ਸੀ। ਇਸ ਤੋਂ ਪਹਿਲਾਂ ਨਾਰਾਇਣਪੁਰ ਜ਼ਿਲ੍ਹੇ ਦੇ ਅਬੂਝਮਾੜ ਵਿਚ ਨਕਸਲੀ ਸੰਗਠਨ ਦੇ ਜਨਰਲ ਸਕੱਤਰ ਬਸਵਾ ਰਾਜੂ ਦੀ ਮੌਤ ਹੋਈ ਸੀ। ਉਸ ਉਤੇ ਛਤੀਸਗੜ੍ਹ ਵਿਚ ਡੇਢ ਕਰੋੜ ਰੁਪਏ ਦਾ ਇਨਾਮ ਐਲਾਨ ਕੀਤਾ ਹੋਇਆ ਸੀ। ਫ਼ਾਇਰਿੰਗ ਵਿਚ ਸੁਧਾਕਰ ਦੇ ਮਾਰੇ ਜਾਣ ਦੀ ਪੁਸ਼ਟੀ ਬਸਤਰ ਆਈ.ਜੀ. ਸੁੰਦਰਰਾਜ ਪੀ ਨੇ ਕੀਤੀ ਹੈ। ਮੁਕਬਾਲੇ ਵਿਚ ਮਾਰਿਆ ਗਿਆ ਸੁਧਾਕਰ ਨਕਸਲੀਆਂ ਦੇ ਸਿਖਿਆ ਵਿਭਾਗ ਦਾ ਇੰਚਾਰਜ ਸੀ। ਉਹ ਆਂਧਰਾ ਪ੍ਰਦੇਸ਼ ਦੇ ਚਿੰਤਾਪਾਲੁਦੀ ਪਿੰਡ ਦਾ ਰਹਿਣ ਵਾਲਾ ਸੀ ਅਤੇ ਪਿਛਲੇ ਤਿੰਨ ਦਹਾਕਿਆਂ ਤੋਂ ਨਕਸਲੀ ਗਤੀਵਿਧੀਆਂ ਵਿਚ ਸਰਗਰਮ ਸੀ। ਛਤੀਸਗੜ੍ਹ ਦੇ ਅਤਿ ਨਕਸਲ ਪ੍ਰਭਾਵਤ ਬੀਜਾਪੁਰ ਦੇ ਨੈਸ਼ਨਲ ਪਾਰਕ ਖੇਤਰ ਦੇ ਜੰਗਲਾਂ ਵਿਚ ਸੁਰੱਖਿਆ ਬਲ ਦੇ ਜਵਾਨਾਂ ਨੇ ਇਕ ਮਾਓਵਾਦੀ ਨੂੰ ਮਾਰਿਆ ਹੈ। xyxy=(32,1412,378,1595)
serial-number-cell: 4) xyxy=(36,867,58,878)
jail-body-p2: ਸਮਾਂ ਸੀਮਾ ਦੇ ਅੰਦਰ ਦਸਤਾਵੇਜ਼ ਨਾ ਮਿਲਣ 'ਤੇ ਕੌਂਸਲ ਨੇ ਕਾਰਵਾਈ ਕੀਤੀ। ਐਸਐਸਪੀ ਡਾ. ਅੰਕੁਰ ਗੁਪਤਾ ਅਨੁਸਾਰ, ਡੀਸੀ ਵੱਲੋਂ ਨਾਜਾਇਜ਼ ਕਬਜ਼ਿਆਂ ਬਾਰੇ ਇੱਕ ਪੱਤਰ ਦਿੱਤਾ ਗਿਆ ਸੀ। ਨਗਰ ਕੌਂਸਲ ਦੇ ਈਓ ਨੇ ਨਾਜਾਇਜ਼ ਕਬਜ਼ਿਆਂ ਦੀ ਰਿਪੋਰਟ ਦਿੱਤੀ ਸੀ। ਬੂਟਾ ਸਿੰਘ ਵਿਰੁੱਧ ਨਸ਼ਾ ਤਸਕਰੀ ਦੇ 6 ਮਾਮਲੇ ਦਰਜ ਹਨ। 8 ਅਪ੍ਰੈਲ ਨੂੰ ਉਸਨੂੰ ਬੱਸ ਸਟੈਂਡ ਤੋਂ 110 ਨਸ਼ੀਲੀਆਂ ਗੋਲੀਆਂ ਸਮੇਤ ਗ੍ਰਿਫ਼ਤਾਰ ਕੀਤਾ ਗਿਆ ਸੀ। ਉਹ ਇਸ ਸਮੇਂ ਜੇਲ੍ਹ ਵਿਚ ਬੰਦ ਹੈ। xyxy=(1146,565,1520,634)
gndu-headline-line1: ਗੁਰੂ ਨਾਨਕ ਦੇਵ ਯੂਨੀਵਰਸਿਟੀ xyxy=(32,1806,294,1834)
labour-headline-line3: ਰੈਲੀ xyxy=(395,2133,424,2154)
badal-headline-line1: ਸੁਖਬੀਰ ਸਿੰਘ ਬਾਦਲ ਤੇ ਬਾਬਾ ਧੁੰਮਾ ਵਿਚਾਲੇ xyxy=(1200,1157,1463,1177)
table-row xyxy=(36,857,190,867)
serial-number-cell: 6) xyxy=(36,888,58,898)
name-cell: Aman Arora xyxy=(58,878,190,888)
lead-col4: ਦੀ ਸ਼ਾਨਦਾਰ ਪ੍ਰਾਪਤੀ ਪੰਜਾਬ ਦੀਆਂ ਹੋਰ ਧੀਆਂ ਨੂੰ ਵੀ ਰੱਖਿਆ ਸੇਵਾਵਾਂ ਵਿੱਚ ਕਮਿਸ਼ਨਡ ਅਫਸਰ ਵਜੋਂ ਕਰੀਅਰ ਬਣਾਉਣ ਲਈ ਪ੍ਰੇਰਿਤ ਕਰੇਗੀ। ਦੇਸ਼ ਦੀ ਸੇਵਾ ਕਰਨ ਦੀ ਇੱਛਾ ਰੱਖਣ ਵਾਲੀਆਂ ਲੜਕੀਆਂ ਲਈ ਮੁੱਖ ਮੰਤਰੀ ਸ. ਭਗਵੰਤ ਸਿੰਘ ਮਾਨ ਦੀ ਅਗਵਾਈ ਵਾਲੀ ਪੰਜਾਬ ਸਰਕਾਰ ਨੇ ਸਾਲ 2023 ਵਿੱਚ ਮਾਈ ਭਾਗੋ ਏਐਫਪੀਆਈ ਵਿਖੇ xyxy=(687,535,892,619)
name-cell: Raghav Chadha xyxy=(58,929,190,940)
sindoor-body-right: ਤੁਸੀਂ 'ਆਪ੍ਰੇਸ਼ਨ ਲੋਟਸ' ਦੌਰਾਨ ਕਰਦੇ ਹਨ, ਪਰ ਕਿਰਪਾ ਕਰਕੇ ਸਾਡੀਆਂ ਰੱਖਿਆ ਫ਼ੌਜਾਂ ਦੀ ਸ਼ਾਨ ਅਤੇ ਮਾਣ ਨਾਲ ਆਪਣੇ ਛੋਟੇ-ਮੋਟੇ ਰਾਜਨੀਤਿਕ ਹਿੱਤਾਂ ਲਈ ਉਨ੍ਹਾਂ ਦੀ ਜਿੱਤ 'ਤੇ ਆਪਣਾ ਦਾਅਵਾ ਕਰਨ ਦੀ ਕੋਸ਼ਿਸ਼ ਨਾ ਕਰੋ। ਇਸੇ ਤਰ੍ਹਾਂ, ਮੁੱਖ ਮੰਤਰੀ ਭਗਵੰਤ ਮਾਨ ਵਲੋਂ ਕਥਿਤ ਤੌਰ 'ਤੇ ਆਪ੍ਰੇਸ਼ਨ ਸਿੰਦੂਰ ਦੀ ਸਫਲਤਾ 'ਤੇ ਸਵਾਲ ਉਠਾਉਣ ਦਾ ਹਵਾਲਾ ਦਿੰਦੇ ਹੋਏ, ਵੜਿੰਗ ਨੇ ਕਿਹਾ ਕਿ ਜਦੋਂ ਸਾਡੀਆਂ ਫ਼ੌਜਾਂ ਨੇ ਪਾਕਿਸਤਾਨ ਨੂੰ ਹਰਾਇਆ ਸੀ, ਤਾਂ ਭਗਵੰਤ ਮਾਨ ਅਤੇ ਮੁੱਖ ਮੰਤਰੀ ਦੀ ਅਦਿਤਸ਼ਿਮਾ ਕਰ ਰਹੇ ਸਨ। ਵਿਰੋਧੀ ਧਿਰ ਦੇ ਨੇਤਾ ਨੇ ਪੁਛਿਆ ਕਿ ਦੁਨੀਆਂ ਨੇ ਮੰਨਿਆ ਹੈ ਕਿ ਸਾਡੀਆਂ ਫ਼ੌਜਾਂ ਨੇ ਪਾਕਿਸਤਾਨ ਨੂੰ ਭਾਰੀ ਝਟਕਾ ਦਿਤਾ ਹੈ। ਉਨ੍ਹਾਂ ਮੁੱਖ ਮੰਤਰੀ ਨੂੰ ਕਿਹਾ ਕਿ ਤੁਹਾਡੇ ਕੋਲ ਫ਼ੌਜਾਂ ਦੀ ਬਹਾਦਰੀ ਤੇ ਸਵਾਲ ਉਠਾਉਣ ਦਾ ਪੂਰਾ ਹੱਕ ਅਤੇ ਕਾਰਨ ਹੈ, ਪਰ ਸਾਡੀਆਂ ਰੱਖਿਆ ਫ਼ੌਜਾਂ ਦੀ ਸਮਰੱਥਾ 'ਤੇ ਸਵਾਲ ਉਠਾਉਣ ਦੀ ਹਿੰਮਤ ਨਾ ਕਰੋ। xyxy=(828,1307,1131,1447)
arms-caption-right: ਉਹ ਹਥਿਆਰਾਂ ਦੀ ਖੇਪ ਦੀ ਡਿਲਿਵਰੀ ਲਈ ਕਰਦੇ ਸਨ। ਡੀਜੀਪੀ ਗੌਰਵ ਯਾਦਵ ਨੇ ਕਿਹਾ ਕਿ ਮੁਲਜ਼ਮ xyxy=(950,1094,1212,1120)
bengaluru-body: ਇਸ ਮਾਮਲੇ ਦੀ ਸੁਣਵਾਈ ਦੌਰਾਨ ਅਦਾਲਤ ਨੇ ਸਵਾਲ ਕੀਤਾ ਕਿ ਕੀ ਸਰਕਾਰ ਭਵਿੱਖ ਵਿਚ ਅਜਿਹੀਆਂ ਸਥਿਤੀਆਂ ਨਾਲ ਨਜਿੱਠਣ ਲਈ ਵਿਵਸਥਾ ਤਿਆਰ ਕਰ ਰਹੀ ਹੈ। ਵਕੀਲ ਸ਼ਸ਼ੀ ਕਿਰਨ ਸ਼ੇਟੀ ਨੇ ਅਦਾਲਤ ਨੂੰ ਦੱਸਿਆ ਕਿ ਘਟਨਾ ਸਮੇਂ ਸਟੇਡੀਅਮ ਭਰ ਜਾਣ ਤੋਂ ਬਾਅਦ ਸਟੇਡੀਅਮ ਦੇ ਬਾਹਰ ਦੋ ਲੱਖ ਲੋਕ ਮੌਜੂਦ ਸਨ। ਇਸ ਮਾਮਲੇ ਬਾਰੇ ਨਿਆਇਕ ਜਾਂਚ ਲਈ ਇਕ ਜਨਹਿਤ ਪਟੀਸ਼ਨ ਦਾਖ਼ਲ ਕੀਤੀ ਗਈ ਹੈ। ਹੁਣ ਇਸ ਮਾਮਲੇ ਦੀ ਅਗਲੀ ਸੁਣਵਾਈ 10 ਜੂਨ ਨੂੰ ਹੋਵੇਗੀ। ਉਧਰ ਇਸ ਮਾਮਲੇ ਵਿਚ ਕਰਨਾਟਕ ਪੁਲਿਸ ਨੇ ਅੱਜ ਮੁਕੱਦਮਾ ਦਰਜ ਕਰ ਲਿਆ। ਇਸ ਵਿਚ ਰਾਇਲਜ਼ ਚੈਲੇਂਚਰਜ਼ ਬੰਗਲੂਰੁ, ਇਵੈਂਟ ਕਰਾਉਣ ਵਾਲੀ ਕੰਪਨੀ ਡੀ.ਐਨ.ਏ. ਅਤੇ ਕਰਨਾਟਕ ਕ੍ਰਿਕਟ ਐਸੋਸੀਏਸ਼ਨ ਦਾ xyxy=(770,2162,1138,2260)
badal-body: ਅੰਮ੍ਰਿਤਸਰ, 5 ਜੂਨ (ਨਿਊਜ਼ ਟਾਊਨ ਨੈਟਵਰਕ) : ਦਮਦਮੀ ਟਕਸਾਲ ਮਹਿਤਾ ਦੇ ਮੁਖੀ ਬਾਬਾ ਹਰਨਾਮ ਸਿੰਘ ਧੁੰਮਾ ਨੇ ਅਕਾਲੀ ਦਲ ਦੇ ਪ੍ਰਧਾਨ ਸ. ਸੁਖਬੀਰ ਸਿੰਘ ਬਾਦਲ ਨਾਲ ਹੋਈ ਕਿਸੇ ਵੀ ਬੰਦ ਕਮਰਾ ਮੀਟਿੰਗ ਤੋਂ ਇਨਕਾਰ ਕਰ ਦਿਤਾ ਹੈ। ਅੱਜ ਪ੍ਰੈਸ ਦਿਨ ਇਸ ਮੀਟਿੰਗ ਨੂੰ ਲੈ ਕੇ ਚਰਚਾ ਹੁੰਦੀ ਰਹੀ। ਅਕਾਲੀ ਦਲ ਦੇ ਪ੍ਰਧਾਨ ਸ. ਸੁਖਬੀਰ ਸਿੰਘ ਬਾਦਲ ਅਤੇ ਬਾਬੀ ਹਰਨਾਮ ਸਿੰਘ ਧੁੰਮਾ ਦੀ ਆਪਸ ਵਿਚ ਹੋਈ ਮੀਟਿੰਗ ਨੂੰ ਲੈ ਮੀਡੀਆ ਦਾ ਇਕ ਵੱਡਾ ਹਿੱਸਾ ਚਰਚਾਵਾਂ ਵਿਚ ਹੈ ਕੇ ਖ਼ਬਰਾਂ ਚਰਚਾਵਾਂ ਦਾ ਵਿਸ਼ਾ ਬਣਿਆ ਰਿਹਾ। ਬਾਬਾ ਹਰਨਾਮ ਸਿੰਘ ਧੁੰਮਾ ਨੇ ਕਿਹਾ ਕਿ ਸੁਖਬੀਰ ਸਿੰਘ ਬਾਦਲ ਅਤੇ ਬਾਬੀ ਹਰਨਾਮ ਸਿੰਘ ਵਿਚਾਲੇ ਬਿਆਸ ਤੋਂ ਮੀਟਿੰਗ ਹੋਈ ਕਿਹਾ ਕਿ ਇਕ ਨਿੱਜੀ ਸਿਰਫ਼ ਕਿਸੇ ਹੋਰ ਕੰਮ ਲਈ ਇਕ ਇਲਾਕੇ ਵਿਚ ਗਏ ਸਨ ਕਿ ਨਾਲ ਹੀ ਉਨ੍ਹਾਂ ਨੇ ਪਾਰਟੀ ਦੇ ਕਾਰਕਰਤਾਵਾਂ ਗਿਆਨੀ ਕੁਲਦੀਪ ਸਿੰਘ ਗੜਗੱਜ ਸ੍ਰੀ ਅਕਾਲ ਤਖ਼ਤ ਸਾਹਿਬ ਦੀ ਫ਼ਸੀਲ ਤੋਂ ਜਾਰੀ ਕੀਤੀ ਗਈ ਹੈ ਦੇ ਸਮੂਹ ਸ਼੍ਰੋਮਣੀ ਅਕਾਲੀ ਦਲ ਨੂੰ ਸਨਮਾਨ ਦਿਤਾ ਜਾਵੇਗਾ। ਇਹ ਚਰਚਾ ਹਾਲੇ ਵਿਚ ਹੋਈ ਸੀ ਕਿ ਬਾਬੀ ਧੁੰਮਾ ਨੇ ਇਸਦਾ ਖੰਡਨ ਕਰਦਿਆਂ ਕਿਹਾ ਕਿ ਉਨ੍ਹਾਂ ਦੀ ਕਿਸੇ ਵੀ ਬੰਦ ਕਮਰਾ ਮੀਟਿੰਗ ਨੂੰ ਸਪਸ਼ਟ ਤੌਰ 'ਤੇ ਅਫ਼ਵਾਹ ਹੈ। xyxy=(1150,1376,1515,1531)
gndu-headline-line2: ਨੇ 6 ਜੂਨ ਨੂੰ ਹੋਣ ਵਾਲੀਆਂ xyxy=(32,1844,259,1872)
table-row xyxy=(36,909,190,919)
jail-headline-line1: ਜੇਲ ਵਿਚ ਬੰਦ ਨਸ਼ਾ xyxy=(1150,118,1370,155)
